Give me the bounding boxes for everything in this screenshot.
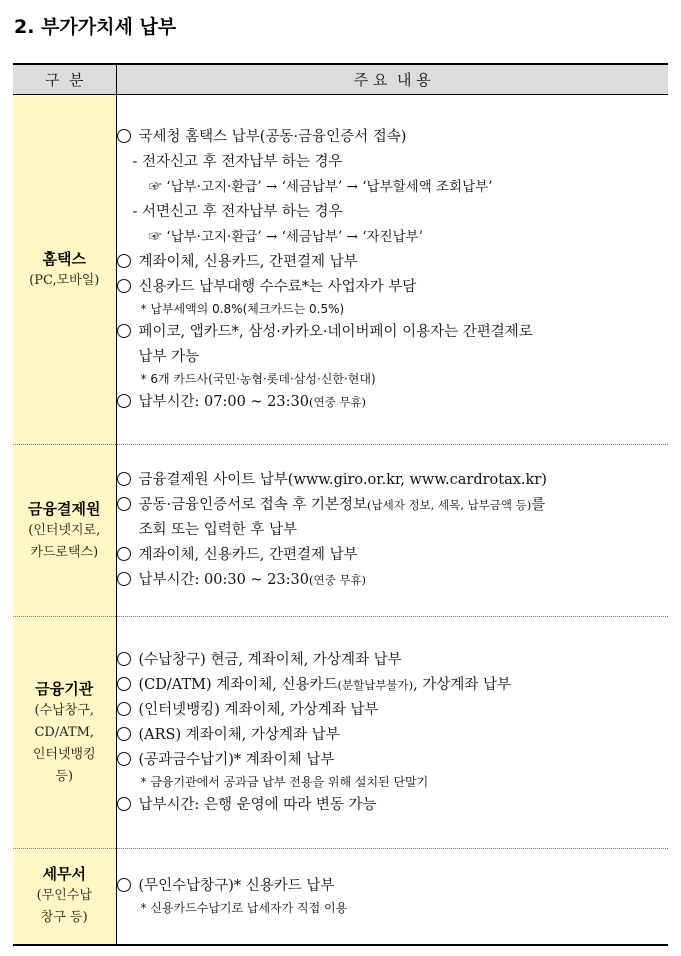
circle-bullet-icon: [117, 797, 131, 811]
section-title: 2. 부가가치세 납부: [14, 16, 177, 38]
list-item: [117, 650, 669, 671]
list-item: [117, 470, 669, 491]
item-text-small: (연중 무휴): [308, 573, 367, 587]
payment-methods-table: [13, 63, 668, 946]
list-item: [117, 202, 669, 223]
item-text: 공동·금융인증서로 접속 후 기본정보: [138, 497, 368, 513]
list-item: [117, 392, 669, 413]
list-item: [117, 750, 669, 771]
item-text: 계좌이체, 신용카드, 간편결제 납부: [138, 253, 358, 270]
category-name: 홈택스: [42, 249, 86, 268]
header-category-label: 구 분: [44, 71, 84, 89]
list-item: [117, 795, 669, 816]
table-row-kftc: [13, 445, 668, 617]
table-row-bank: [13, 617, 668, 849]
item-text: ☞ ‘납부·고지·환급’ → ‘세금납부’ → ‘자진납부’: [148, 228, 423, 245]
circle-bullet-icon: [117, 878, 131, 892]
table-row-tax-office: [13, 849, 668, 945]
circle-bullet-icon: [117, 752, 131, 766]
footnote: [117, 300, 669, 318]
item-text-small: (분할납부불가): [337, 677, 414, 692]
category-name: 금융결제원: [28, 499, 101, 518]
content-cell-hometax: [116, 95, 668, 445]
item-text: (무인수납창구)* 신용카드 납부: [138, 877, 335, 894]
list-item: [117, 725, 669, 746]
item-text: - 전자신고 후 전자납부 하는 경우: [132, 153, 343, 170]
list-item: [117, 570, 669, 591]
list-item: [117, 177, 669, 198]
category-cell-kftc: [13, 445, 116, 617]
circle-bullet-icon: [117, 547, 131, 561]
footnote-text: * 납부세액의 0.8%(체크카드는 0.5%): [140, 301, 345, 316]
circle-bullet-icon: [117, 572, 131, 586]
list-item: [117, 700, 669, 721]
content-cell-bank: [116, 617, 668, 849]
header-content: [116, 64, 668, 95]
content-cell-kftc: [116, 445, 668, 617]
item-text: (ARS) 계좌이체, 가상계좌 납부: [138, 726, 340, 743]
circle-bullet-icon: [117, 497, 131, 511]
list-item: [117, 227, 669, 248]
category-cell-tax-office: [13, 849, 116, 945]
category-sub: (PC,모바일): [29, 272, 100, 288]
circle-bullet-icon: [117, 702, 131, 716]
item-text: - 서면신고 후 전자납부 하는 경우: [132, 203, 343, 220]
header-category: [13, 64, 116, 95]
footnote-text: * 6개 카드사(국민·농협·롯데·삼성·신한·현대): [140, 371, 376, 386]
circle-bullet-icon: [117, 652, 131, 666]
category-cell-bank: [13, 617, 116, 849]
list-item-continuation: [117, 347, 669, 368]
item-text: ☞ ‘납부·고지·환급’ → ‘세금납부’ → ‘납부할세액 조회납부’: [148, 178, 493, 195]
circle-bullet-icon: [117, 677, 131, 691]
circle-bullet-icon: [117, 472, 131, 486]
item-text: 납부시간: 은행 운영에 따라 변동 가능: [138, 796, 377, 813]
table-row-hometax: [13, 95, 668, 445]
list-item-continuation: [117, 520, 669, 541]
item-text: 조회 또는 입력한 후 납부: [138, 522, 298, 538]
list-item: [117, 495, 669, 516]
footnote: [117, 370, 669, 388]
list-item: [117, 545, 669, 566]
list-item: [117, 152, 669, 173]
circle-bullet-icon: [117, 279, 131, 293]
footnote: [117, 899, 669, 917]
item-text: 납부시간: 07:00 ~ 23:30: [138, 393, 309, 410]
item-text: 신용카드 납부대행 수수료*는 사업자가 부담: [138, 278, 417, 295]
circle-bullet-icon: [117, 129, 131, 143]
content-cell-tax-office: [116, 849, 668, 945]
circle-bullet-icon: [117, 394, 131, 408]
item-text: (공과금수납기)* 계좌이체 납부: [138, 751, 335, 768]
table-header-row: [13, 64, 668, 95]
list-item: [117, 127, 669, 148]
item-text: 국세청 홈택스 납부(공동·금융인증서 접속): [138, 128, 407, 145]
item-text: 페이코, 앱카드*, 삼성·카카오·네이버페이 이용자는 간편결제로: [138, 323, 533, 340]
list-item: [117, 322, 669, 343]
item-text: 납부 가능: [138, 348, 200, 365]
category-name: 금융기관: [35, 679, 94, 698]
item-text-small: (연중 무휴): [308, 394, 367, 409]
item-text-small: (납세자 정보, 세목, 납부금액 등): [367, 498, 532, 512]
item-text: , 가상계좌 납부: [413, 676, 512, 693]
list-item: [117, 252, 669, 273]
item-text: 금융결제원 사이트 납부(www.giro.or.kr, www.cardrotax.kr): [138, 472, 547, 488]
item-text: 납부시간: 00:30 ~ 23:30: [138, 572, 309, 588]
circle-bullet-icon: [117, 727, 131, 741]
category-sub: (수납창구, CD/ATM, 인터넷뱅킹 등): [32, 702, 96, 784]
category-sub: (무인수납 창구 등): [36, 888, 92, 926]
list-item: [117, 675, 669, 696]
footnote: [117, 773, 669, 791]
category-cell-hometax: [13, 95, 116, 445]
circle-bullet-icon: [117, 254, 131, 268]
footnote-text: * 금융기관에서 공과금 납부 전용을 위해 설치된 단말기: [140, 774, 429, 789]
list-item: [117, 876, 669, 897]
category-sub: (인터넷지로, 카드로택스): [28, 522, 101, 560]
header-content-label: 주 요 내 용: [353, 71, 431, 89]
item-text: (수납창구) 현금, 계좌이체, 가상계좌 납부: [138, 651, 402, 668]
category-name: 세무서: [42, 865, 86, 884]
item-text: 를: [531, 497, 546, 513]
item-text: (인터넷뱅킹) 계좌이체, 가상계좌 납부: [138, 701, 379, 718]
list-item: [117, 277, 669, 298]
item-text: (CD/ATM) 계좌이체, 신용카드: [138, 676, 338, 693]
item-text: 계좌이체, 신용카드, 간편결제 납부: [138, 547, 358, 563]
footnote-text: * 신용카드수납기로 납세자가 직접 이용: [140, 900, 348, 915]
circle-bullet-icon: [117, 324, 131, 338]
